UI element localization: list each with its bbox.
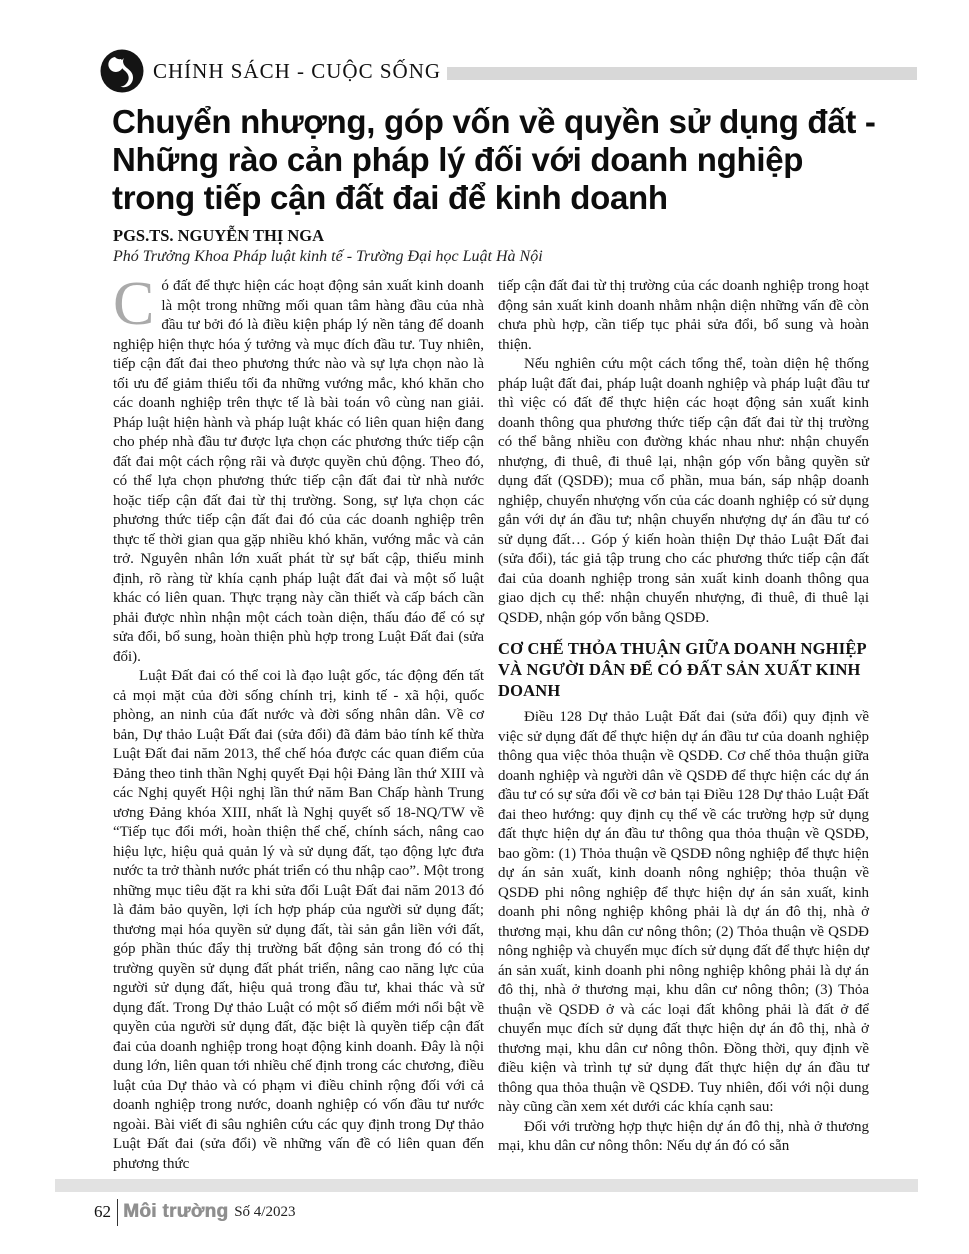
article-title-line-1: Chuyển nhượng, góp vốn về quyền sử dụng đất -: [112, 103, 876, 140]
paragraph: Nếu nghiên cứu một cách tổng thể, toàn diện hệ thống pháp luật đất đai, pháp luật doanh nghiệp và pháp luật đầu tư thì việc có đất để thực hiện các hoạt động sản xuất kinh doanh thông qua phương thức tiếp cận đất đai từ thị trường có thể bằng nhiều con đường khác nhau như: nhận chuyển nhượng, đi thuê, đi thuê lại, nhận góp vốn bằng quyền sử dụng đất (QSDĐ); mua cổ phần, mua bán, sáp nhập doanh nghiệp, chuyển nhượng vốn của các doanh nghiệp có sử dụng gắn với dự án đầu tư; nhận chuyển nhượng dự án đầu tư có sử dụng đất… Góp ý kiến hoàn thiện Dự thảo Luật Đất đai (sửa đổi), tác giả tập trung cho các phương thức tiếp cận đất đai của doanh nghiệp trong sản xuất kinh doanh thông qua giao dịch cụ thể: nhận chuyển nhượng, đi thuê, đi thuê lại QSDĐ, nhận góp vốn bằng QSDĐ.: [498, 356, 869, 626]
left-column: [113, 270, 484, 1174]
author-name: PGS.TS. NGUYỄN THỊ NGA: [113, 226, 325, 245]
right-column: [498, 277, 869, 1174]
author-affiliation: Phó Trưởng Khoa Pháp luật kinh tế - Trường Đại học Luật Hà Nội: [113, 248, 543, 265]
journal-logo-icon: [100, 49, 144, 93]
page-number: 62: [94, 1202, 111, 1221]
paragraph: tiếp cận đất đai từ thị trường của các doanh nghiệp trong hoạt động sản xuất kinh doanh nhằm nhận diện những vấn đề còn chưa phù hợp, cần tiếp tục phải sửa đổi, bổ sung và hoàn thiện.: [498, 278, 869, 353]
drop-cap: C: [113, 270, 155, 338]
footer-divider: [117, 1199, 118, 1226]
article-body: [113, 270, 869, 1174]
article-title-line-2: Những rào cản pháp lý đối với doanh nghiệp: [112, 141, 804, 178]
section-label: CHÍNH SÁCH - CUỘC SỐNG: [153, 58, 442, 83]
paragraph: Luật Đất đai có thể coi là đạo luật gốc, tác động đến tất cả mọi mặt của đời sống chính trị, kinh tế - xã hội, quốc phòng, an ninh của đất nước và đời sống nhân dân. Về cơ bản, Dự thảo Luật Đất đai (sửa đổi) đã đảm bảo tính kế thừa Luật Đất đai năm 2013, thể chế hóa được các quan điểm của Đảng theo tinh thần Nghị quyết Đại hội Đảng lần thứ XIII và các Nghị quyết Hội nghị lần thứ năm Ban Chấp hành Trung ương Đảng khóa XIII, nhất là Nghị quyết số 18-NQ/TW về “Tiếp tục đổi mới, hoàn thiện thể chế, chính sách, nâng cao hiệu lực, hiệu quả quản lý và sử dụng đất, tạo động lực đưa nước ta trở thành nước phát triển có thu nhập cao”. Một trong những mục tiêu đặt ra khi sửa đổi Luật Đất đai năm 2013 đó là đảm bảo quyền, lợi ích hợp pháp của người sử dụng đất; thương mại hóa quyền sử dụng đất, tài sản gắn liền với đất, góp phần thúc đẩy thị trường bất động sản trong đó có thị trường quyền sử dụng đất phát triển, nâng cao năng lực của người sử dụng đất, hiệu quả trong đầu tư, khai thác và sử dụng đất. Trong Dự thảo Luật có một số điểm mới nổi bật về quyền của người sử dụng đất, đặc biệt là quyền tiếp cận đất đai của doanh nghiệp trong hoạt động kinh doanh. Đây là nội dung lớn, liên quan tới nhiều chế định trong các chương, điều luật của Dự thảo và có phạm vi điều chỉnh rộng đối với cả doanh nghiệp trong nước, doanh nghiệp có vốn đầu tư nước ngoài. Bài viết đi sâu nghiên cứu các quy định trong Dự thảo Luật Đất đai (sửa đổi) về những vấn đề có liên quan đến phương thức: [113, 668, 484, 1172]
issue-number: Số 4/2023: [234, 1203, 296, 1220]
article-title-line-3: trong tiếp cận đất đai để kinh doanh: [112, 179, 668, 216]
journal-name-logo: Môi trường: [123, 1201, 229, 1222]
article-title: [112, 103, 902, 217]
paragraph: [113, 270, 484, 667]
paragraph-text: ó đất để thực hiện các hoạt động sản xuất kinh doanh là một trong những mối quan tâm hàng đầu của nhà đầu tư bởi đó là điều kiện pháp lý nền tảng để doanh nghiệp hiện thực hóa ý tưởng và mục đích đầu tư. Tuy nhiên, tiếp cận đất đai theo phương thức nào và sự lựa chọn nào là tối ưu để giảm thiểu tối đa những vướng mắc, khó khăn cho các doanh nghiệp trên thực tế là bài toán vô cùng nan giải. Pháp luật hiện hành và pháp luật khác có liên quan hiện đang cho phép nhà đầu tư được lựa chọn các phương thức tiếp cận đất đai một cách rộng rãi và được quyền chủ động. Theo đó, có thể lựa chọn phương thức tiếp cận đất đai từ nhà nước hoặc tiếp cận đất đai từ thị trường. Song, sự lựa chọn các phương thức tiếp cận đất đai đó của các doanh nghiệp trên thực tế thời gian qua gặp nhiều khó khăn, vướng mắc và cản trở. Nguyên nhân lớn xuất phát từ sự bất cập, thiếu minh định, rõ ràng từ khía cạnh pháp luật đất đai và một số luật khác có liên quan. Thực trạng này cần thiết và cấp bách cần phải được nhìn nhận một cách toàn diện, thấu đáo để có sự sửa đổi, bổ sung, hoàn thiện phù hợp trong Luật Đất đai (sửa đổi).: [113, 278, 484, 665]
page-header: [100, 48, 917, 94]
paragraph: Đối với trường hợp thực hiện dự án đô thị, nhà ở thương mại, khu dân cư nông thôn: Nếu dự án đó có sẵn: [498, 1118, 869, 1154]
section-heading: CƠ CHẾ THỎA THUẬN GIỮA DOANH NGHIỆP VÀ NGƯỜI DÂN ĐỂ CÓ ĐẤT SẢN XUẤT KINH DOANH: [498, 639, 866, 700]
footer-rule: [55, 1179, 918, 1192]
header-rule: [447, 67, 917, 80]
page-footer: [94, 1198, 295, 1226]
paragraph: Điều 128 Dự thảo Luật Đất đai (sửa đổi) quy định về việc sử dụng đất để thực hiện dự án đầu tư của doanh nghiệp thông qua việc thỏa thuận về QSDĐ. Cơ chế thỏa thuận giữa doanh nghiệp và người dân về QSDĐ để thực hiện các dự án đầu tư có sự sửa đổi về cơ bản tại Điều 128 Dự thảo Luật Đất đai theo hướng: quy định cụ thể về các trường hợp sử dụng đất thực hiện dự án đầu tư thông qua thỏa thuận về QSDĐ, bao gồm: (1) Thỏa thuận về QSDĐ nông nghiệp để thực hiện dự án sản xuất, kinh doanh nông nghiệp; thỏa thuận về QSDĐ phi nông nghiệp để thực hiện dự án sản xuất, kinh doanh phi nông nghiệp không phải là dự án đô thị, nhà ở thương mại, khu dân cư nông thôn; (2) Thỏa thuận về QSDĐ nông nghiệp và chuyển mục đích sử dụng đất để thực hiện dự án sản xuất, kinh doanh phi nông nghiệp không phải là dự án đô thị, nhà ở thương mại, khu dân cư nông thôn; (3) Thỏa thuận về QSDĐ ở và các loại đất không phải là đất ở để chuyển mục đích sử dụng đất thực hiện dự án đô thị, nhà ở thương mại, khu dân cư nông thôn. Đồng thời, quy định về điều kiện và trình tự sử dụng đất thực hiện dự án đầu tư thông qua thỏa thuận về QSDĐ. Tuy nhiên, đối với nội dung này cũng cần xem xét dưới các khía cạnh sau:: [498, 709, 869, 1115]
